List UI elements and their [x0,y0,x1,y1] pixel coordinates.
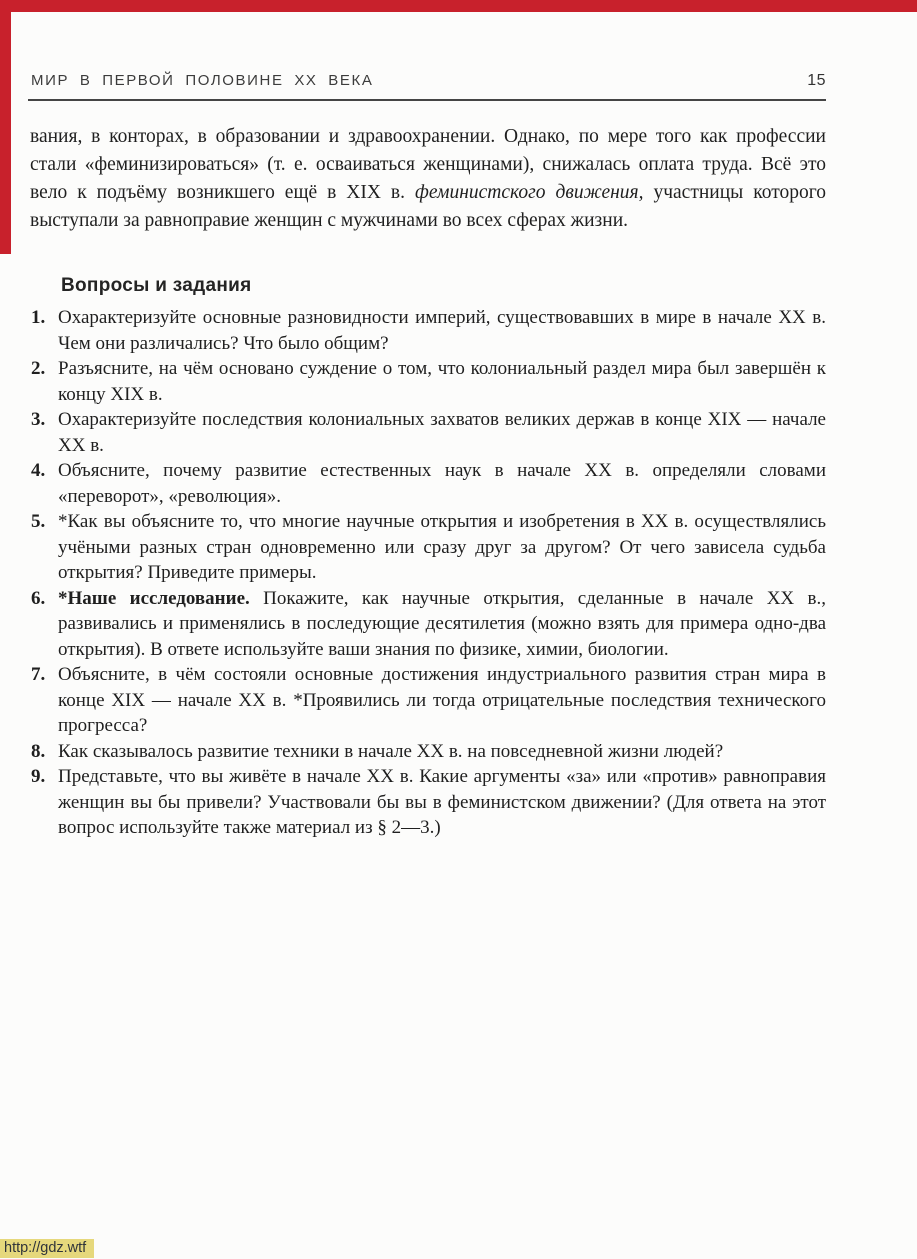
question-text: Охарактеризуйте последствия колониальных захватов великих держав в конце XIX — начале XX в. [58,409,826,456]
question-item [31,764,826,841]
question-item [31,305,826,356]
question-item [31,356,826,407]
question-text: Представьте, что вы живёте в начале XX в. Какие аргументы «за» или «против» равноправия женщин вы бы привели? Участвовали бы вы в феминистском движении? (Для ответа на этот вопрос используйте также материал из § 2—3.) [58,766,826,838]
question-text [58,586,826,663]
question-number: 6. [31,587,46,609]
question-text: *Как вы объясните то, что многие научные открытия и изобретения в XX в. осуществлялись учёными разных стран одновременно или сразу друг за другом? От чего зависела судьба открытия? Приведите примеры. [58,511,826,583]
question-bold-lead: *Наше исследование. [58,587,250,609]
question-item [31,586,826,663]
question-number: 8. [31,740,46,762]
question-number: 1. [31,307,46,328]
intro-text-before: вания, в конторах, в образовании и здравоохранении. Однако, по мере того как профессии стали «феминизироваться» (т. е. осваиваться женщинами), снижалась оплата труда. Всё это вело к подъёму возникшего ещё в XIX в. [30,126,826,203]
question-number: 4. [31,460,46,481]
question-text-rest: Покажите, как научные открытия, сделанные в начале XX в., развивались и применялись в последующие десятилетия (можно взять для примера одно-два открытия). В ответе используйте ваши знания по физике, химии, биологии. [58,587,826,660]
question-item [31,509,826,586]
running-header [31,72,826,90]
question-text: Разъясните, на чём основано суждение о том, что колониальный раздел мира был завершён к концу XIX в. [58,358,826,405]
question-item [31,458,826,509]
question-item [31,739,826,765]
questions-list [31,305,826,841]
scan-red-top-edge [0,0,917,12]
question-text: Охарактеризуйте основные разновидности империй, существовавших в мире в начале XX в. Чем они различались? Что было общим? [58,307,826,354]
scan-red-left-edge [0,0,11,254]
question-number: 2. [31,358,46,379]
question-text: Объясните, почему развитие естественных наук в начале XX в. определяли словами «переворот», «революция». [58,460,826,507]
section-heading: Вопросы и задания [61,275,252,296]
question-number: 5. [31,511,46,532]
question-number: 3. [31,409,46,430]
watermark-link[interactable]: http://gdz.wtf [0,1239,94,1258]
header-rule [28,99,826,101]
question-item [31,407,826,458]
question-item [31,662,826,739]
intro-italic-phrase: феминистского движения, [415,182,644,203]
question-number: 7. [31,664,46,685]
running-title: МИР В ПЕРВОЙ ПОЛОВИНЕ XX ВЕКА [31,72,374,89]
intro-paragraph [30,123,826,235]
page-number: 15 [807,72,826,89]
question-text: Как сказывалось развитие техники в начале XX в. на повседневной жизни людей? [58,740,724,762]
question-text: Объясните, в чём состояли основные достижения индустриального развития стран мира в конце XIX — начале XX в. *Проявились ли тогда отрицательные последствия технического прогресса? [58,664,826,736]
question-number: 9. [31,766,46,787]
intro-text-after: участницы которого выступали за равноправие женщин с мужчинами во всех сферах жизни. [30,182,826,231]
